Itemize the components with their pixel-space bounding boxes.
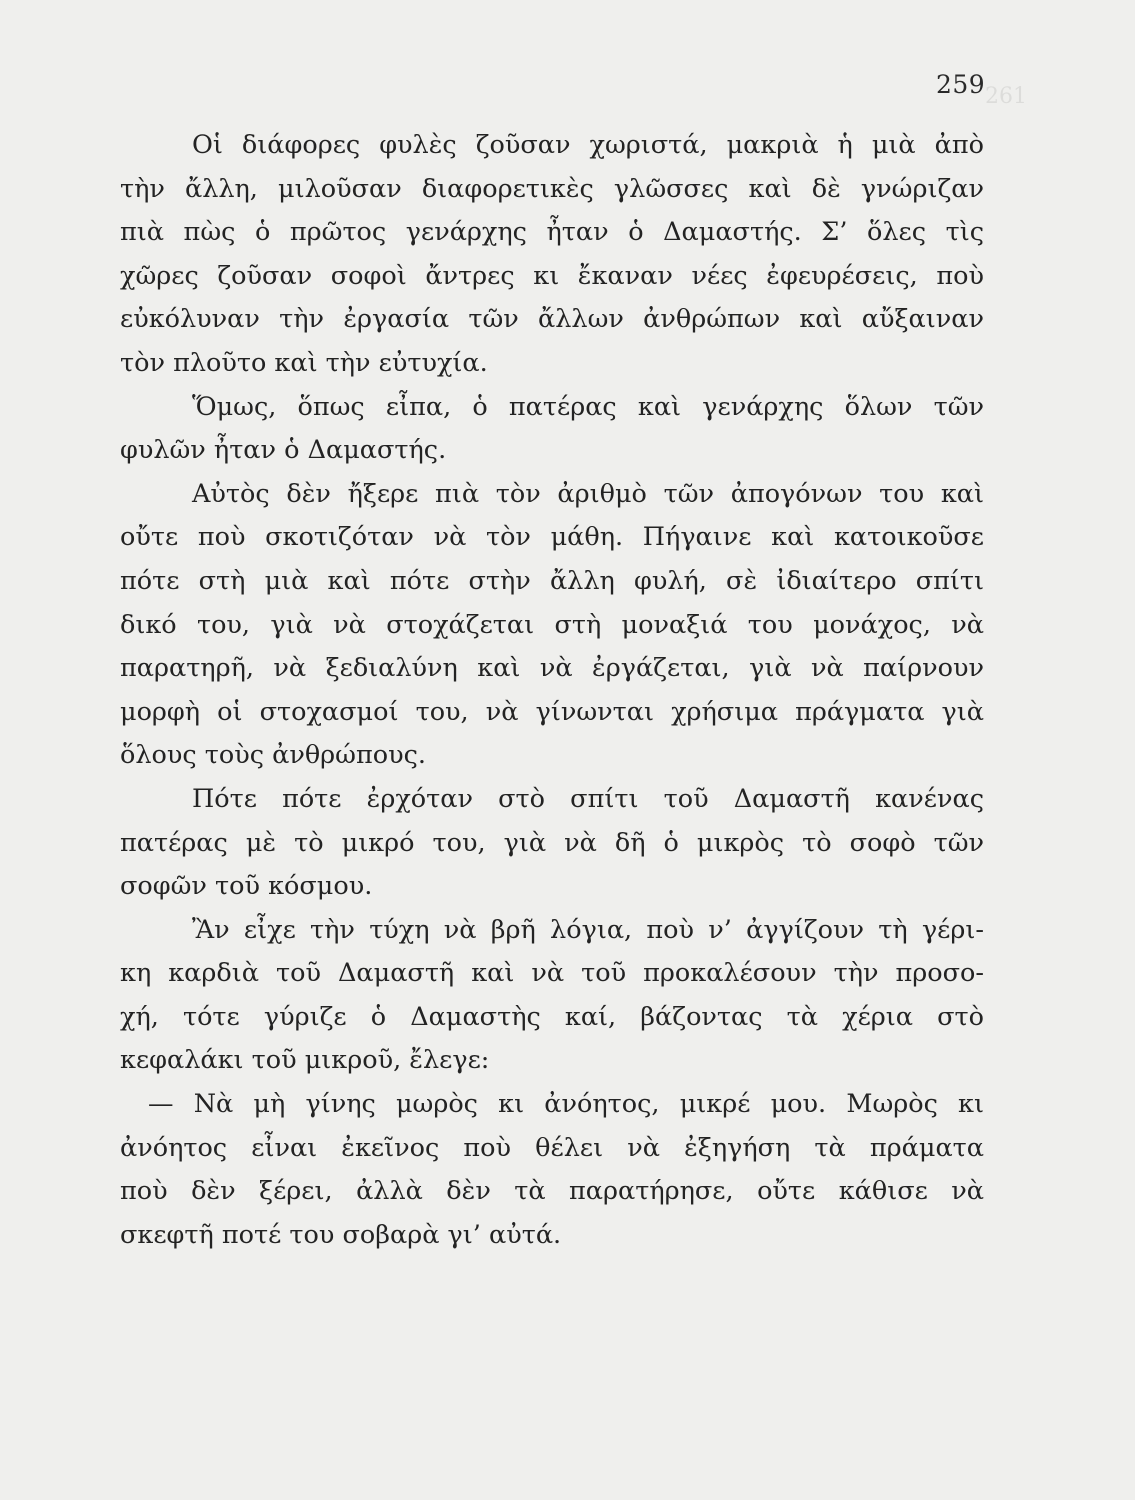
text-line: εὐκόλυναν τὴν ἐργασία τῶν ἄλλων ἀνθρώπων καὶ αὔξαιναν xyxy=(120,304,984,335)
paragraph-4 xyxy=(120,778,984,909)
paragraph-5 xyxy=(120,909,984,1083)
text-line: πιὰ πὼς ὁ πρῶτος γενάρχης ἦταν ὁ Δαμαστής. Σ’ ὅλες τὶς xyxy=(120,217,984,248)
paragraph-2 xyxy=(120,386,984,473)
text-line: σκεφτῆ ποτέ του σοβαρὰ γι’ αὐτά. xyxy=(120,1219,562,1250)
text-line: ὅλους τοὺς ἀνθρώπους. xyxy=(120,740,426,771)
text-line: κεφαλάκι τοῦ μικροῦ, ἔλεγε: xyxy=(120,1045,490,1076)
text-line: Οἱ διάφορες φυλὲς ζοῦσαν χωριστά, μακριὰ ἡ μιὰ ἀπὸ xyxy=(192,130,984,160)
text-line: φυλῶν ἦταν ὁ Δαμαστής. xyxy=(120,435,447,466)
text-line: — Νὰ μὴ γίνης μωρὸς κι ἀνόητος, μικρέ μου. Μωρὸς κι xyxy=(148,1089,984,1120)
text-line: χῶρες ζοῦσαν σοφοὶ ἄντρες κι ἔκαναν νέες ἐφευρέσεις, ποὺ xyxy=(120,260,984,291)
text-line: χή, τότε γύριζε ὁ Δαμαστὴς καί, βάζοντας τὰ χέρια στὸ xyxy=(120,1001,984,1032)
page-number: 259 xyxy=(936,70,986,99)
text-line: Αὐτὸς δὲν ἤξερε πιὰ τὸν ἀριθμὸ τῶν ἀπογόνων του καὶ xyxy=(192,478,984,509)
text-line: Ἂν εἶχε τὴν τύχη νὰ βρῆ λόγια, ποὺ ν’ ἀγγίζουν τὴ γέρι- xyxy=(192,914,984,945)
text-line: οὔτε ποὺ σκοτιζόταν νὰ τὸν μάθη. Πήγαινε καὶ κατοικοῦσε xyxy=(120,522,984,553)
paragraph-1 xyxy=(120,124,984,386)
text-line: πατέρας μὲ τὸ μικρό του, γιὰ νὰ δῆ ὁ μικρὸς τὸ σοφὸ τῶν xyxy=(120,827,984,858)
text-line: σοφῶν τοῦ κόσμου. xyxy=(120,871,373,902)
text-line: παρατηρῆ, νὰ ξεδιαλύνη καὶ νὰ ἐργάζεται, γιὰ νὰ παίρνουν xyxy=(120,653,984,684)
text-line: Ὅμως, ὅπως εἶπα, ὁ πατέρας καὶ γενάρχης ὅλων τῶν xyxy=(192,391,984,422)
text-line: Πότε πότε ἐρχόταν στὸ σπίτι τοῦ Δαμαστῆ κανένας xyxy=(192,783,984,814)
bleed-through-page-number: 261 xyxy=(985,84,1027,109)
text-line: ἀνόητος εἶναι ἐκεῖνος ποὺ θέλει νὰ ἐξηγήση τὰ πράματα xyxy=(120,1132,984,1163)
text-line: δικό του, γιὰ νὰ στοχάζεται στὴ μοναξιά του μονάχος, νὰ xyxy=(120,609,984,640)
text-line: πότε στὴ μιὰ καὶ πότε στὴν ἄλλη φυλή, σὲ ἰδιαίτερο σπίτι xyxy=(120,565,984,596)
body-text xyxy=(120,124,984,1257)
text-line: τὸν πλοῦτο καὶ τὴν εὐτυχία. xyxy=(120,347,488,378)
text-line: κη καρδιὰ τοῦ Δαμαστῆ καὶ νὰ τοῦ προκαλέσουν τὴν προσο- xyxy=(120,958,984,989)
text-line: τὴν ἄλλη, μιλοῦσαν διαφορετικὲς γλῶσσες καὶ δὲ γνώριζαν xyxy=(120,173,984,204)
paragraph-3 xyxy=(120,473,984,778)
text-line: μορφὴ οἱ στοχασμοί του, νὰ γίνωνται χρήσιμα πράγματα γιὰ xyxy=(120,696,984,727)
paragraph-6 xyxy=(120,1083,984,1257)
text-line: ποὺ δὲν ξέρει, ἀλλὰ δὲν τὰ παρατήρησε, οὔτε κάθισε νὰ xyxy=(120,1176,984,1207)
